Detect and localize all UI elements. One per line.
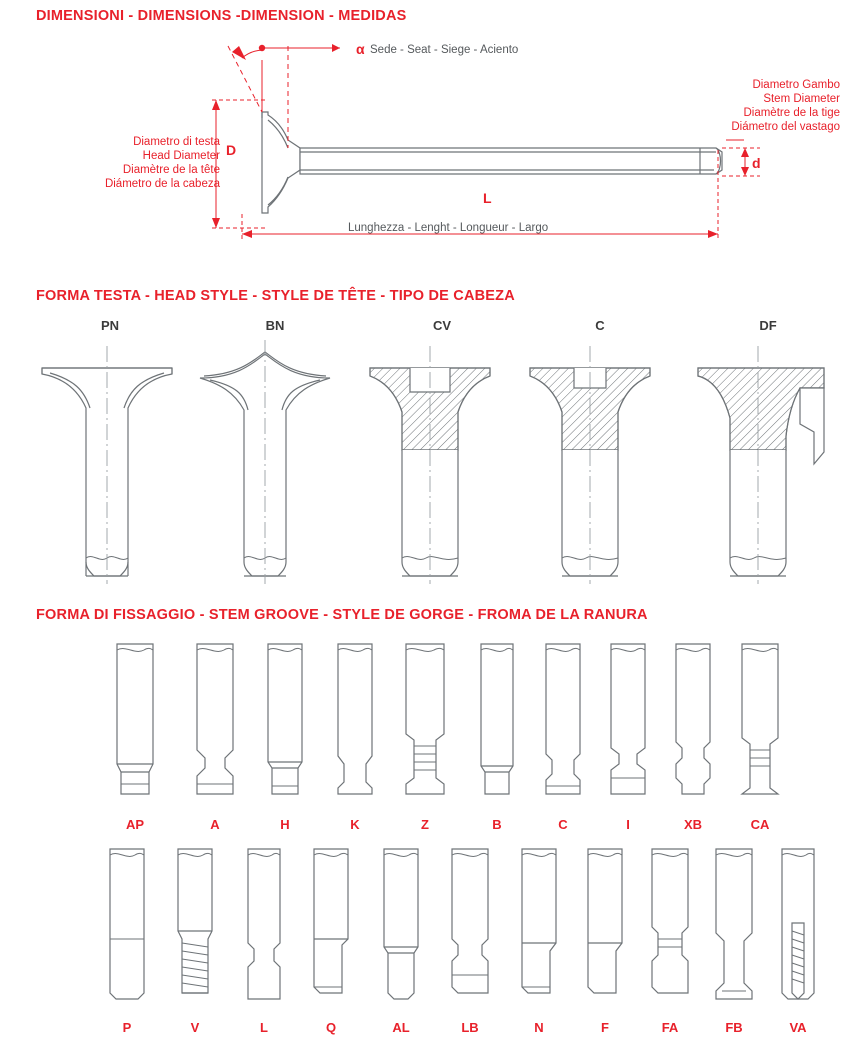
section-title-dimensions: DIMENSIONI - DIMENSIONS -DIMENSION - MEDIDAS (36, 8, 407, 24)
stem-diameter-letter: d (752, 155, 761, 171)
stem-groove-label-al: AL (392, 1020, 410, 1035)
stem-groove-label-h: H (280, 817, 290, 832)
stem-groove-label-z: Z (421, 817, 429, 832)
stem-groove-label-v: V (190, 1020, 200, 1035)
head-style-drawings (0, 332, 860, 594)
stem-groove-label-f: F (601, 1020, 609, 1035)
seat-label: Sede - Seat - Siege - Aciento (370, 44, 519, 56)
head-diameter-line-1: Diametro di testa (133, 136, 220, 148)
head-diameter-label (30, 135, 220, 191)
head-diameter-line-3: Diamètre de la tête (122, 164, 220, 176)
dimensions-diagram (0, 0, 860, 265)
length-label: Lunghezza - Lenght - Longueur - Largo (348, 222, 549, 234)
stem-groove-label-fa: FA (661, 1020, 679, 1035)
stem-diameter-line-1: Diametro Gambo (752, 79, 840, 91)
stem-groove-label-c: C (558, 817, 568, 832)
stem-groove-row-1-drawings (0, 638, 860, 810)
head-style-label-c: C (595, 318, 605, 333)
stem-groove-label-xb: XB (683, 817, 703, 832)
stem-groove-label-b: B (492, 817, 502, 832)
section-title-stem-groove: FORMA DI FISSAGGIO - STEM GROOVE - STYLE DE GORGE - FROMA DE LA RANURA (36, 607, 648, 623)
stem-groove-label-lb: LB (461, 1020, 479, 1035)
head-diameter-letter: D (226, 142, 237, 158)
stem-groove-label-q: Q (325, 1020, 337, 1035)
stem-groove-label-va: VA (789, 1020, 807, 1035)
head-style-label-cv: CV (432, 318, 452, 333)
stem-diameter-line-4: Diámetro del vastago (731, 121, 840, 133)
stem-groove-label-p: P (122, 1020, 132, 1035)
stem-groove-label-fb: FB (725, 1020, 743, 1035)
head-diameter-line-2: Head Diameter (142, 150, 220, 162)
stem-diameter-label (600, 78, 840, 134)
stem-groove-label-ap: AP (125, 817, 145, 832)
head-style-label-bn: BN (265, 318, 285, 333)
stem-diameter-line-2: Stem Diameter (763, 93, 840, 105)
length-letter: L (483, 190, 492, 206)
stem-groove-label-ca: CA (750, 817, 770, 832)
stem-groove-label-l: L (260, 1020, 268, 1035)
section-title-head-style: FORMA TESTA - HEAD STYLE - STYLE DE TÊTE - TIPO DE CABEZA (36, 288, 515, 304)
stem-groove-label-i: I (626, 817, 630, 832)
head-style-label-pn: PN (100, 318, 120, 333)
stem-groove-label-k: K (350, 817, 360, 832)
stem-groove-row-2-drawings (0, 843, 860, 1015)
head-style-label-df: DF (759, 318, 777, 333)
alpha-symbol: α (356, 41, 365, 57)
head-diameter-line-4: Diámetro de la cabeza (104, 178, 220, 190)
stem-groove-label-n: N (534, 1020, 544, 1035)
stem-diameter-line-3: Diamètre de la tige (743, 107, 840, 119)
stem-groove-label-a: A (210, 817, 220, 832)
